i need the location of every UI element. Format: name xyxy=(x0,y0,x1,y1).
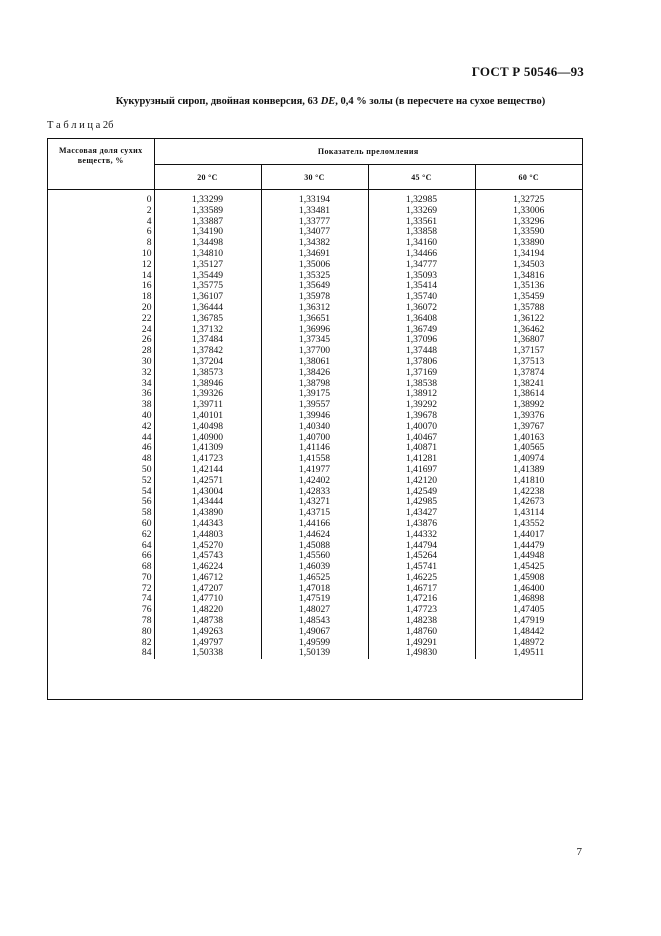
mass-fraction-cell: 10 xyxy=(48,249,154,260)
mass-fraction-cell: 52 xyxy=(48,476,154,487)
ri-30c-cell: 1,41146 xyxy=(261,443,368,454)
ri-30c-cell: 1,35978 xyxy=(261,292,368,303)
mass-fraction-cell: 64 xyxy=(48,541,154,552)
ri-45c-cell: 1,43876 xyxy=(368,519,475,530)
ri-45c-cell: 1,37096 xyxy=(368,335,475,346)
ri-45c-cell: 1,45264 xyxy=(368,551,475,562)
table-row xyxy=(48,648,582,659)
mass-fraction-header: Массовая доля сухих веществ, % xyxy=(48,139,154,190)
ri-45c-cell: 1,40467 xyxy=(368,433,475,444)
ri-45c-cell: 1,35093 xyxy=(368,271,475,282)
mass-fraction-cell: 12 xyxy=(48,260,154,271)
document-code: ГОСТ Р 50546—93 xyxy=(471,64,584,79)
ri-45c-cell: 1,47723 xyxy=(368,605,475,616)
ri-45c-cell: 1,44794 xyxy=(368,541,475,552)
ri-45c-cell: 1,36408 xyxy=(368,314,475,325)
ri-20c-cell: 1,50338 xyxy=(154,648,261,659)
ri-30c-cell: 1,41977 xyxy=(261,465,368,476)
ri-45c-cell: 1,45741 xyxy=(368,562,475,573)
ri-30c-cell: 1,35649 xyxy=(261,281,368,292)
ri-30c-cell: 1,34077 xyxy=(261,227,368,238)
ri-30c-cell: 1,43271 xyxy=(261,497,368,508)
ri-30c-cell: 1,45560 xyxy=(261,551,368,562)
ri-45c-cell: 1,34777 xyxy=(368,260,475,271)
ri-30c-cell: 1,38426 xyxy=(261,368,368,379)
ri-45c-cell: 1,34160 xyxy=(368,238,475,249)
mass-fraction-cell: 54 xyxy=(48,487,154,498)
ri-60c-cell: 1,35136 xyxy=(513,280,545,292)
ri-20c-cell: 1,41723 xyxy=(154,454,261,465)
ri-60c-cell: 1,43552 xyxy=(513,517,545,529)
ri-45c-cell: 1,43427 xyxy=(368,508,475,519)
ri-45c-cell: 1,46717 xyxy=(368,584,475,595)
ri-30c-cell: 1,41558 xyxy=(261,454,368,465)
mass-fraction-cell: 48 xyxy=(48,454,154,465)
mass-fraction-cell: 62 xyxy=(48,530,154,541)
ri-45c-cell: 1,48238 xyxy=(368,616,475,627)
ri-30c-cell: 1,34382 xyxy=(261,238,368,249)
ri-30c-cell: 1,40700 xyxy=(261,433,368,444)
ri-30c-cell: 1,40340 xyxy=(261,422,368,433)
mass-fraction-cell: 24 xyxy=(48,325,154,336)
ri-30c-cell: 1,38798 xyxy=(261,379,368,390)
ri-30c-cell: 1,34691 xyxy=(261,249,368,260)
mass-fraction-cell: 4 xyxy=(48,217,154,228)
mass-fraction-cell: 74 xyxy=(48,594,154,605)
ri-20c-cell: 1,43444 xyxy=(154,497,261,508)
ri-60c-cell: 1,41389 xyxy=(513,463,545,475)
ri-20c-cell: 1,38573 xyxy=(154,368,261,379)
ri-60c-cell: 1,38614 xyxy=(513,388,545,400)
ri-45c-cell: 1,42549 xyxy=(368,487,475,498)
ri-60c-cell: 1,44017 xyxy=(513,528,545,540)
ri-30c-cell: 1,39175 xyxy=(261,389,368,400)
page-number: 7 xyxy=(576,846,582,858)
mass-fraction-cell: 20 xyxy=(48,303,154,314)
ri-20c-cell: 1,41309 xyxy=(154,443,261,454)
mass-fraction-cell: 82 xyxy=(48,638,154,649)
ri-20c-cell: 1,33299 xyxy=(154,195,261,206)
ri-20c-cell: 1,43890 xyxy=(154,508,261,519)
mass-fraction-cell: 16 xyxy=(48,281,154,292)
mass-fraction-cell: 58 xyxy=(48,508,154,519)
ri-30c-cell: 1,36312 xyxy=(261,303,368,314)
mass-fraction-cell: 32 xyxy=(48,368,154,379)
table-title-italic: DE xyxy=(320,96,336,107)
ri-60c-cell: 1,33296 xyxy=(513,215,545,227)
ri-30c-cell: 1,49067 xyxy=(261,627,368,638)
table-body xyxy=(48,195,582,659)
ri-60c-cell: 1,34194 xyxy=(513,247,545,259)
ri-20c-cell: 1,40900 xyxy=(154,433,261,444)
ri-45c-cell: 1,41697 xyxy=(368,465,475,476)
mass-fraction-cell: 76 xyxy=(48,605,154,616)
ri-60c-cell: 1,41810 xyxy=(513,474,545,486)
ri-60c-cell: 1,36462 xyxy=(513,323,545,335)
ri-20c-cell: 1,37842 xyxy=(154,346,261,357)
ri-60c-cell: 1,39376 xyxy=(513,409,545,421)
ri-60c-cell: 1,39767 xyxy=(513,420,545,432)
ri-45c-cell: 1,49830 xyxy=(368,648,475,659)
ri-60c-cell: 1,34816 xyxy=(513,269,545,281)
mass-fraction-cell: 84 xyxy=(48,648,154,659)
ri-45c-cell: 1,49291 xyxy=(368,638,475,649)
ri-20c-cell: 1,43004 xyxy=(154,487,261,498)
ri-20c-cell: 1,39711 xyxy=(154,400,261,411)
ri-20c-cell: 1,36444 xyxy=(154,303,261,314)
ri-60c-cell: 1,44948 xyxy=(513,550,545,562)
ri-20c-cell: 1,38946 xyxy=(154,379,261,390)
ri-60c-cell: 1,48442 xyxy=(513,625,545,637)
ri-45c-cell: 1,48760 xyxy=(368,627,475,638)
mass-fraction-cell: 2 xyxy=(48,206,154,217)
ri-20c-cell: 1,46712 xyxy=(154,573,261,584)
ri-20c-cell: 1,33589 xyxy=(154,206,261,217)
mass-fraction-cell: 34 xyxy=(48,379,154,390)
ri-60c-cell: 1,46898 xyxy=(513,593,545,605)
ri-20c-cell: 1,37204 xyxy=(154,357,261,368)
table-title-before: Кукурузный сироп, двойная конверсия, 63 xyxy=(115,96,321,107)
ri-30c-cell: 1,47519 xyxy=(261,594,368,605)
ri-60c-cell: 1,36122 xyxy=(513,312,545,324)
ri-60c-cell: 1,37513 xyxy=(513,355,545,367)
ri-20c-cell: 1,34498 xyxy=(154,238,261,249)
ri-45c-cell: 1,41281 xyxy=(368,454,475,465)
ri-20c-cell: 1,35775 xyxy=(154,281,261,292)
ri-20c-cell: 1,35449 xyxy=(154,271,261,282)
table-row xyxy=(48,422,582,433)
table-row xyxy=(48,206,582,217)
ri-60c-cell: 1,42673 xyxy=(513,496,545,508)
ri-30c-cell: 1,43715 xyxy=(261,508,368,519)
ri-60c-cell: 1,47919 xyxy=(513,615,545,627)
mass-fraction-cell: 68 xyxy=(48,562,154,573)
ri-30c-cell: 1,37700 xyxy=(261,346,368,357)
refraction-table-frame xyxy=(47,138,583,700)
ri-30c-cell: 1,35325 xyxy=(261,271,368,282)
mass-fraction-cell: 14 xyxy=(48,271,154,282)
mass-fraction-cell: 8 xyxy=(48,238,154,249)
ri-45c-cell: 1,40871 xyxy=(368,443,475,454)
ri-60c-cell: 1,38992 xyxy=(513,399,545,411)
table-title xyxy=(0,96,661,107)
ri-60c-cell: 1,44479 xyxy=(513,539,545,551)
ri-60c-cell: 1,33590 xyxy=(513,226,545,238)
ri-30c-cell: 1,37345 xyxy=(261,335,368,346)
ri-45c-cell: 1,36749 xyxy=(368,325,475,336)
mass-fraction-cell: 26 xyxy=(48,335,154,346)
ri-20c-cell: 1,42144 xyxy=(154,465,261,476)
mass-fraction-cell: 38 xyxy=(48,400,154,411)
mass-fraction-cell: 28 xyxy=(48,346,154,357)
mass-fraction-cell: 56 xyxy=(48,497,154,508)
ri-45c-cell: 1,39678 xyxy=(368,411,475,422)
ri-60c-cell: 1,45425 xyxy=(513,561,545,573)
ri-20c-cell: 1,42571 xyxy=(154,476,261,487)
ri-30c-cell: 1,48027 xyxy=(261,605,368,616)
ri-60c-cell: 1,32725 xyxy=(513,194,545,205)
ri-45c-cell: 1,36072 xyxy=(368,303,475,314)
table-row xyxy=(48,260,582,271)
ri-45c-cell: 1,37448 xyxy=(368,346,475,357)
ri-60c-cell: 1,43114 xyxy=(513,507,545,519)
ri-30c-cell: 1,46039 xyxy=(261,562,368,573)
ri-20c-cell: 1,36785 xyxy=(154,314,261,325)
table-row xyxy=(48,530,582,541)
mass-fraction-cell: 80 xyxy=(48,627,154,638)
ri-30c-cell: 1,47018 xyxy=(261,584,368,595)
mass-fraction-cell: 72 xyxy=(48,584,154,595)
ri-20c-cell: 1,37484 xyxy=(154,335,261,346)
header-row-top xyxy=(48,139,582,165)
ri-20c-cell: 1,34190 xyxy=(154,227,261,238)
ri-60c-cell: 1,33006 xyxy=(513,204,545,216)
ri-45c-cell: 1,35740 xyxy=(368,292,475,303)
ri-30c-cell: 1,42402 xyxy=(261,476,368,487)
refractive-index-header: Показатель преломления xyxy=(154,139,582,165)
ri-20c-cell: 1,47710 xyxy=(154,594,261,605)
ri-20c-cell: 1,37132 xyxy=(154,325,261,336)
ri-30c-cell: 1,36996 xyxy=(261,325,368,336)
mass-fraction-cell: 44 xyxy=(48,433,154,444)
ri-30c-cell: 1,44624 xyxy=(261,530,368,541)
ri-20c-cell: 1,47207 xyxy=(154,584,261,595)
temperature-header: 60 °C xyxy=(475,165,582,190)
ri-60c-cell: 1,46400 xyxy=(513,582,545,594)
ri-60c-cell: 1,38241 xyxy=(513,377,545,389)
ri-45c-cell: 1,37806 xyxy=(368,357,475,368)
ri-30c-cell: 1,39557 xyxy=(261,400,368,411)
ri-20c-cell: 1,45743 xyxy=(154,551,261,562)
ri-45c-cell: 1,38912 xyxy=(368,389,475,400)
mass-fraction-cell: 70 xyxy=(48,573,154,584)
ri-30c-cell: 1,46525 xyxy=(261,573,368,584)
ri-45c-cell: 1,47216 xyxy=(368,594,475,605)
temperature-header: 45 °C xyxy=(368,165,475,190)
mass-fraction-cell: 18 xyxy=(48,292,154,303)
ri-60c-cell: 1,49511 xyxy=(513,647,545,659)
ri-30c-cell: 1,33194 xyxy=(261,195,368,206)
ri-20c-cell: 1,48220 xyxy=(154,605,261,616)
ri-60c-cell: 1,36807 xyxy=(513,334,545,346)
mass-fraction-cell: 6 xyxy=(48,227,154,238)
ri-30c-cell: 1,45088 xyxy=(261,541,368,552)
table-row xyxy=(48,476,582,487)
ri-45c-cell: 1,39292 xyxy=(368,400,475,411)
ri-45c-cell: 1,37169 xyxy=(368,368,475,379)
mass-fraction-cell: 60 xyxy=(48,519,154,530)
ri-45c-cell: 1,32985 xyxy=(368,195,475,206)
ri-20c-cell: 1,48738 xyxy=(154,616,261,627)
ri-30c-cell: 1,33481 xyxy=(261,206,368,217)
ri-60c-cell: 1,37157 xyxy=(513,345,545,357)
ri-30c-cell: 1,49599 xyxy=(261,638,368,649)
ri-20c-cell: 1,44803 xyxy=(154,530,261,541)
ri-30c-cell: 1,36651 xyxy=(261,314,368,325)
ri-60c-cell: 1,40974 xyxy=(513,453,545,465)
ri-45c-cell: 1,33561 xyxy=(368,217,475,228)
ri-20c-cell: 1,40498 xyxy=(154,422,261,433)
ri-45c-cell: 1,34466 xyxy=(368,249,475,260)
ri-45c-cell: 1,44332 xyxy=(368,530,475,541)
mass-fraction-cell: 40 xyxy=(48,411,154,422)
table-header xyxy=(48,139,582,190)
ri-60c-cell: 1,34503 xyxy=(513,258,545,270)
table-row xyxy=(48,314,582,325)
table-label: Т а б л и ц а 2б xyxy=(47,120,114,131)
ri-45c-cell: 1,40070 xyxy=(368,422,475,433)
ri-45c-cell: 1,46225 xyxy=(368,573,475,584)
ri-45c-cell: 1,42120 xyxy=(368,476,475,487)
ri-20c-cell: 1,45270 xyxy=(154,541,261,552)
temperature-header: 30 °C xyxy=(261,165,368,190)
table-row xyxy=(48,368,582,379)
ri-60c-cell: 1,35788 xyxy=(513,301,545,313)
ri-20c-cell: 1,36107 xyxy=(154,292,261,303)
ri-30c-cell: 1,39946 xyxy=(261,411,368,422)
mass-fraction-cell: 30 xyxy=(48,357,154,368)
ri-45c-cell: 1,33858 xyxy=(368,227,475,238)
ri-45c-cell: 1,38538 xyxy=(368,379,475,390)
mass-fraction-cell: 22 xyxy=(48,314,154,325)
ri-20c-cell: 1,39326 xyxy=(154,389,261,400)
ri-60c-cell: 1,48972 xyxy=(513,636,545,648)
ri-20c-cell: 1,49797 xyxy=(154,638,261,649)
ri-20c-cell: 1,46224 xyxy=(154,562,261,573)
refraction-table xyxy=(48,139,582,659)
ri-30c-cell: 1,33777 xyxy=(261,217,368,228)
table-title-after: , 0,4 % золы (в пересчете на сухое вещество) xyxy=(335,96,546,107)
ri-20c-cell: 1,34810 xyxy=(154,249,261,260)
ri-30c-cell: 1,38061 xyxy=(261,357,368,368)
ri-60c-cell: 1,33890 xyxy=(513,237,545,249)
ri-30c-cell: 1,35006 xyxy=(261,260,368,271)
ri-20c-cell: 1,44343 xyxy=(154,519,261,530)
ri-30c-cell: 1,44166 xyxy=(261,519,368,530)
ri-20c-cell: 1,49263 xyxy=(154,627,261,638)
temperature-header: 20 °C xyxy=(154,165,261,190)
ri-60c-cell: 1,35459 xyxy=(513,291,545,303)
ri-60c-cell: 1,37874 xyxy=(513,366,545,378)
ri-45c-cell: 1,33269 xyxy=(368,206,475,217)
mass-fraction-cell: 46 xyxy=(48,443,154,454)
ri-30c-cell: 1,42833 xyxy=(261,487,368,498)
ri-60c-cell: 1,40565 xyxy=(513,442,545,454)
ri-60c-cell: 1,47405 xyxy=(513,604,545,616)
ri-45c-cell: 1,35414 xyxy=(368,281,475,292)
ri-45c-cell: 1,42985 xyxy=(368,497,475,508)
ri-20c-cell: 1,33887 xyxy=(154,217,261,228)
ri-30c-cell: 1,50139 xyxy=(261,648,368,659)
mass-fraction-cell: 50 xyxy=(48,465,154,476)
ri-60c-cell: 1,40163 xyxy=(513,431,545,443)
mass-fraction-cell: 66 xyxy=(48,551,154,562)
ri-20c-cell: 1,35127 xyxy=(154,260,261,271)
ri-60c-cell: 1,45908 xyxy=(513,571,545,583)
ri-30c-cell: 1,48543 xyxy=(261,616,368,627)
mass-fraction-cell: 36 xyxy=(48,389,154,400)
ri-20c-cell: 1,40101 xyxy=(154,411,261,422)
mass-fraction-cell: 42 xyxy=(48,422,154,433)
ri-60c-cell: 1,42238 xyxy=(513,485,545,497)
mass-fraction-cell: 0 xyxy=(48,195,154,206)
mass-fraction-cell: 78 xyxy=(48,616,154,627)
